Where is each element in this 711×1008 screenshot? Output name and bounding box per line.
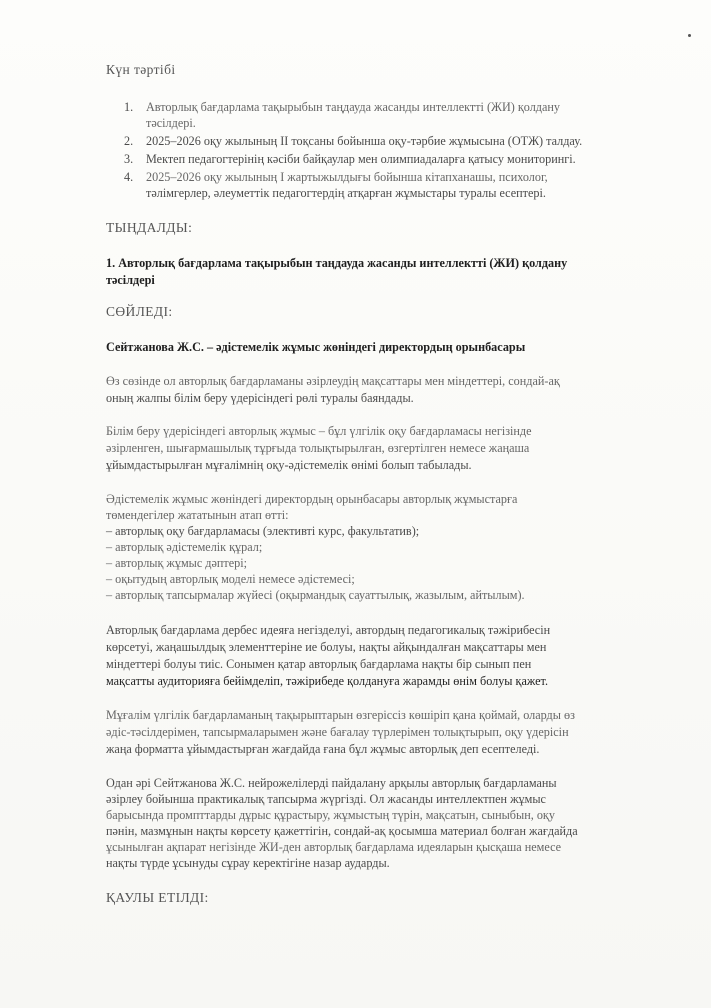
spoke-heading: СӨЙЛЕДІ:: [106, 304, 173, 319]
paragraph-6-line-4: пәнін, мазмұнын нақты көрсету қажеттігін, сондай-ақ қосымша материал болған жағдайда: [106, 824, 578, 838]
agenda-item-3-line-1: Мектеп педагогтерінің кәсіби байқаулар мен олимпиадаларға қатысу мониторингі.: [146, 152, 576, 166]
agenda-item-2-number: 2.: [124, 134, 134, 148]
listened-heading: ТЫҢДАЛДЫ:: [106, 220, 193, 235]
paragraph-3-line-3: – авторлық оқу бағдарламасы (элективті курс, факультатив);: [106, 524, 420, 538]
paragraph-6-line-6: нақты түрде ұсынуды сұрау керектігіне назар аударды.: [106, 856, 390, 870]
agenda-item-1-line-1: Авторлық бағдарлама тақырыбын таңдауда жасанды интеллектті (ЖИ) қолдану: [146, 100, 561, 114]
paragraph-3-line-6: – оқытудың авторлық моделі немесе әдістемесі;: [106, 572, 355, 586]
paragraph-3-line-7: – авторлық тапсырмалар жүйесі (оқырмандық сауаттылық, жазылым, айтылым).: [106, 588, 525, 602]
paragraph-4-line-4: мақсатты аудиторияға бейімделіп, тәжірибеде қолдануға жарамды өнім болуы қажет.: [106, 674, 549, 688]
paragraph-3-line-5: – авторлық жұмыс дәптері;: [106, 556, 248, 570]
paragraph-6-line-3: барысында промпттарды дұрыс құрастыру, жұмыстың түрін, мақсатын, сыныбын, оқу: [106, 808, 555, 822]
paragraph-1-line-1: Өз сөзінде ол авторлық бағдарламаны әзірлеудің мақсаттары мен міндеттері, сондай-ақ: [106, 374, 560, 388]
paragraph-5-line-3: жаңа форматта ұйымдастырған жағдайда ғана бұл жұмыс авторлық деп есептеледі.: [106, 742, 540, 756]
paragraph-4-line-1: Авторлық бағдарлама дербес идеяға негізделуі, автордың педагогикалық тәжірибесін: [106, 623, 551, 637]
agenda-item-4-line-2: тәлімгерлер, әлеуметтік педагогтердің атқарған жұмыстары туралы есептері.: [146, 186, 546, 200]
paragraph-5-line-1: Мұғалім үлгілік бағдарламаның тақырыптарын өзгеріссіз көшіріп қана қоймай, оларды өз: [106, 708, 575, 722]
agenda-item-4-line-1: 2025–2026 оқу жылының І жартыжылдығы бойынша кітапханашы, психолог,: [146, 170, 548, 184]
paragraph-5-line-2: әдіс-тәсілдерімен, тапсырмаларымен және бағалау түрлерімен толықтырып, оқу үдерісін: [106, 725, 569, 739]
paragraph-6-line-2: әзірлеу бойынша практикалық тапсырма жүргізді. Ол жасанды интеллектпен жұмыс: [106, 792, 546, 806]
paragraph-2-line-3: ұйымдастырылған мұғалімнің оқу-әдістемелік өнімі болып табылады.: [106, 458, 472, 472]
topic-line-1: 1. Авторлық бағдарлама тақырыбын таңдауда жасанды интеллектті (ЖИ) қолдану: [106, 256, 568, 270]
agenda-item-2-line-1: 2025–2026 оқу жылының II тоқсаны бойынша оқу-тәрбие жұмысына (ОТЖ) талдау.: [146, 134, 583, 148]
paragraph-6-line-5: ұсынылған ақпарат негізінде ЖИ-ден авторлық бағдарлама идеяларын қысқаша немесе: [106, 840, 562, 854]
paragraph-4-line-2: көрсетуі, жаңашылдық элементтеріне ие болуы, нақты айқындалған мақсаттары мен: [106, 640, 547, 654]
paragraph-3-line-4: – авторлық әдістемелік құрал;: [106, 540, 263, 554]
paragraph-4-line-3: міндеттері болуы тиіс. Сонымен қатар авторлық бағдарлама нақты бір сынып пен: [106, 657, 532, 671]
paragraph-1-line-2: оның жалпы білім беру үдерісіндегі рөлі туралы баяндады.: [106, 391, 414, 405]
paragraph-2-line-1: Білім беру үдерісіндегі авторлық жұмыс – бұл үлгілік оқу бағдарламасы негізінде: [106, 424, 532, 438]
agenda-item-1-number: 1.: [124, 100, 134, 114]
speaker-line: Сейтжанова Ж.С. – әдістемелік жұмыс жөніндегі директордың орынбасары: [106, 340, 526, 354]
scan-speck: [688, 34, 691, 37]
topic-line-2: тәсілдері: [106, 273, 155, 287]
paragraph-6-line-1: Одан әрі Сейтжанова Ж.С. нейрожелілерді пайдалану арқылы авторлық бағдарламаны: [106, 776, 557, 790]
agenda-item-3-number: 3.: [124, 152, 134, 166]
agenda-title: Күн тәртібі: [106, 62, 176, 77]
agenda-item-1-line-2: тәсілдері.: [146, 116, 196, 130]
decided-heading: ҚАУЛЫ ЕТІЛДІ:: [106, 890, 209, 905]
paragraph-2-line-2: әзірленген, шығармашылық тұрғыда толықтырылған, өзгертілген немесе жаңаша: [106, 441, 530, 455]
paragraph-3-line-2: төмендегілер жататынын атап өтті:: [106, 508, 289, 522]
agenda-item-4-number: 4.: [124, 170, 134, 184]
paragraph-3-line-1: Әдістемелік жұмыс жөніндегі директордың орынбасары авторлық жұмыстарға: [106, 492, 518, 506]
